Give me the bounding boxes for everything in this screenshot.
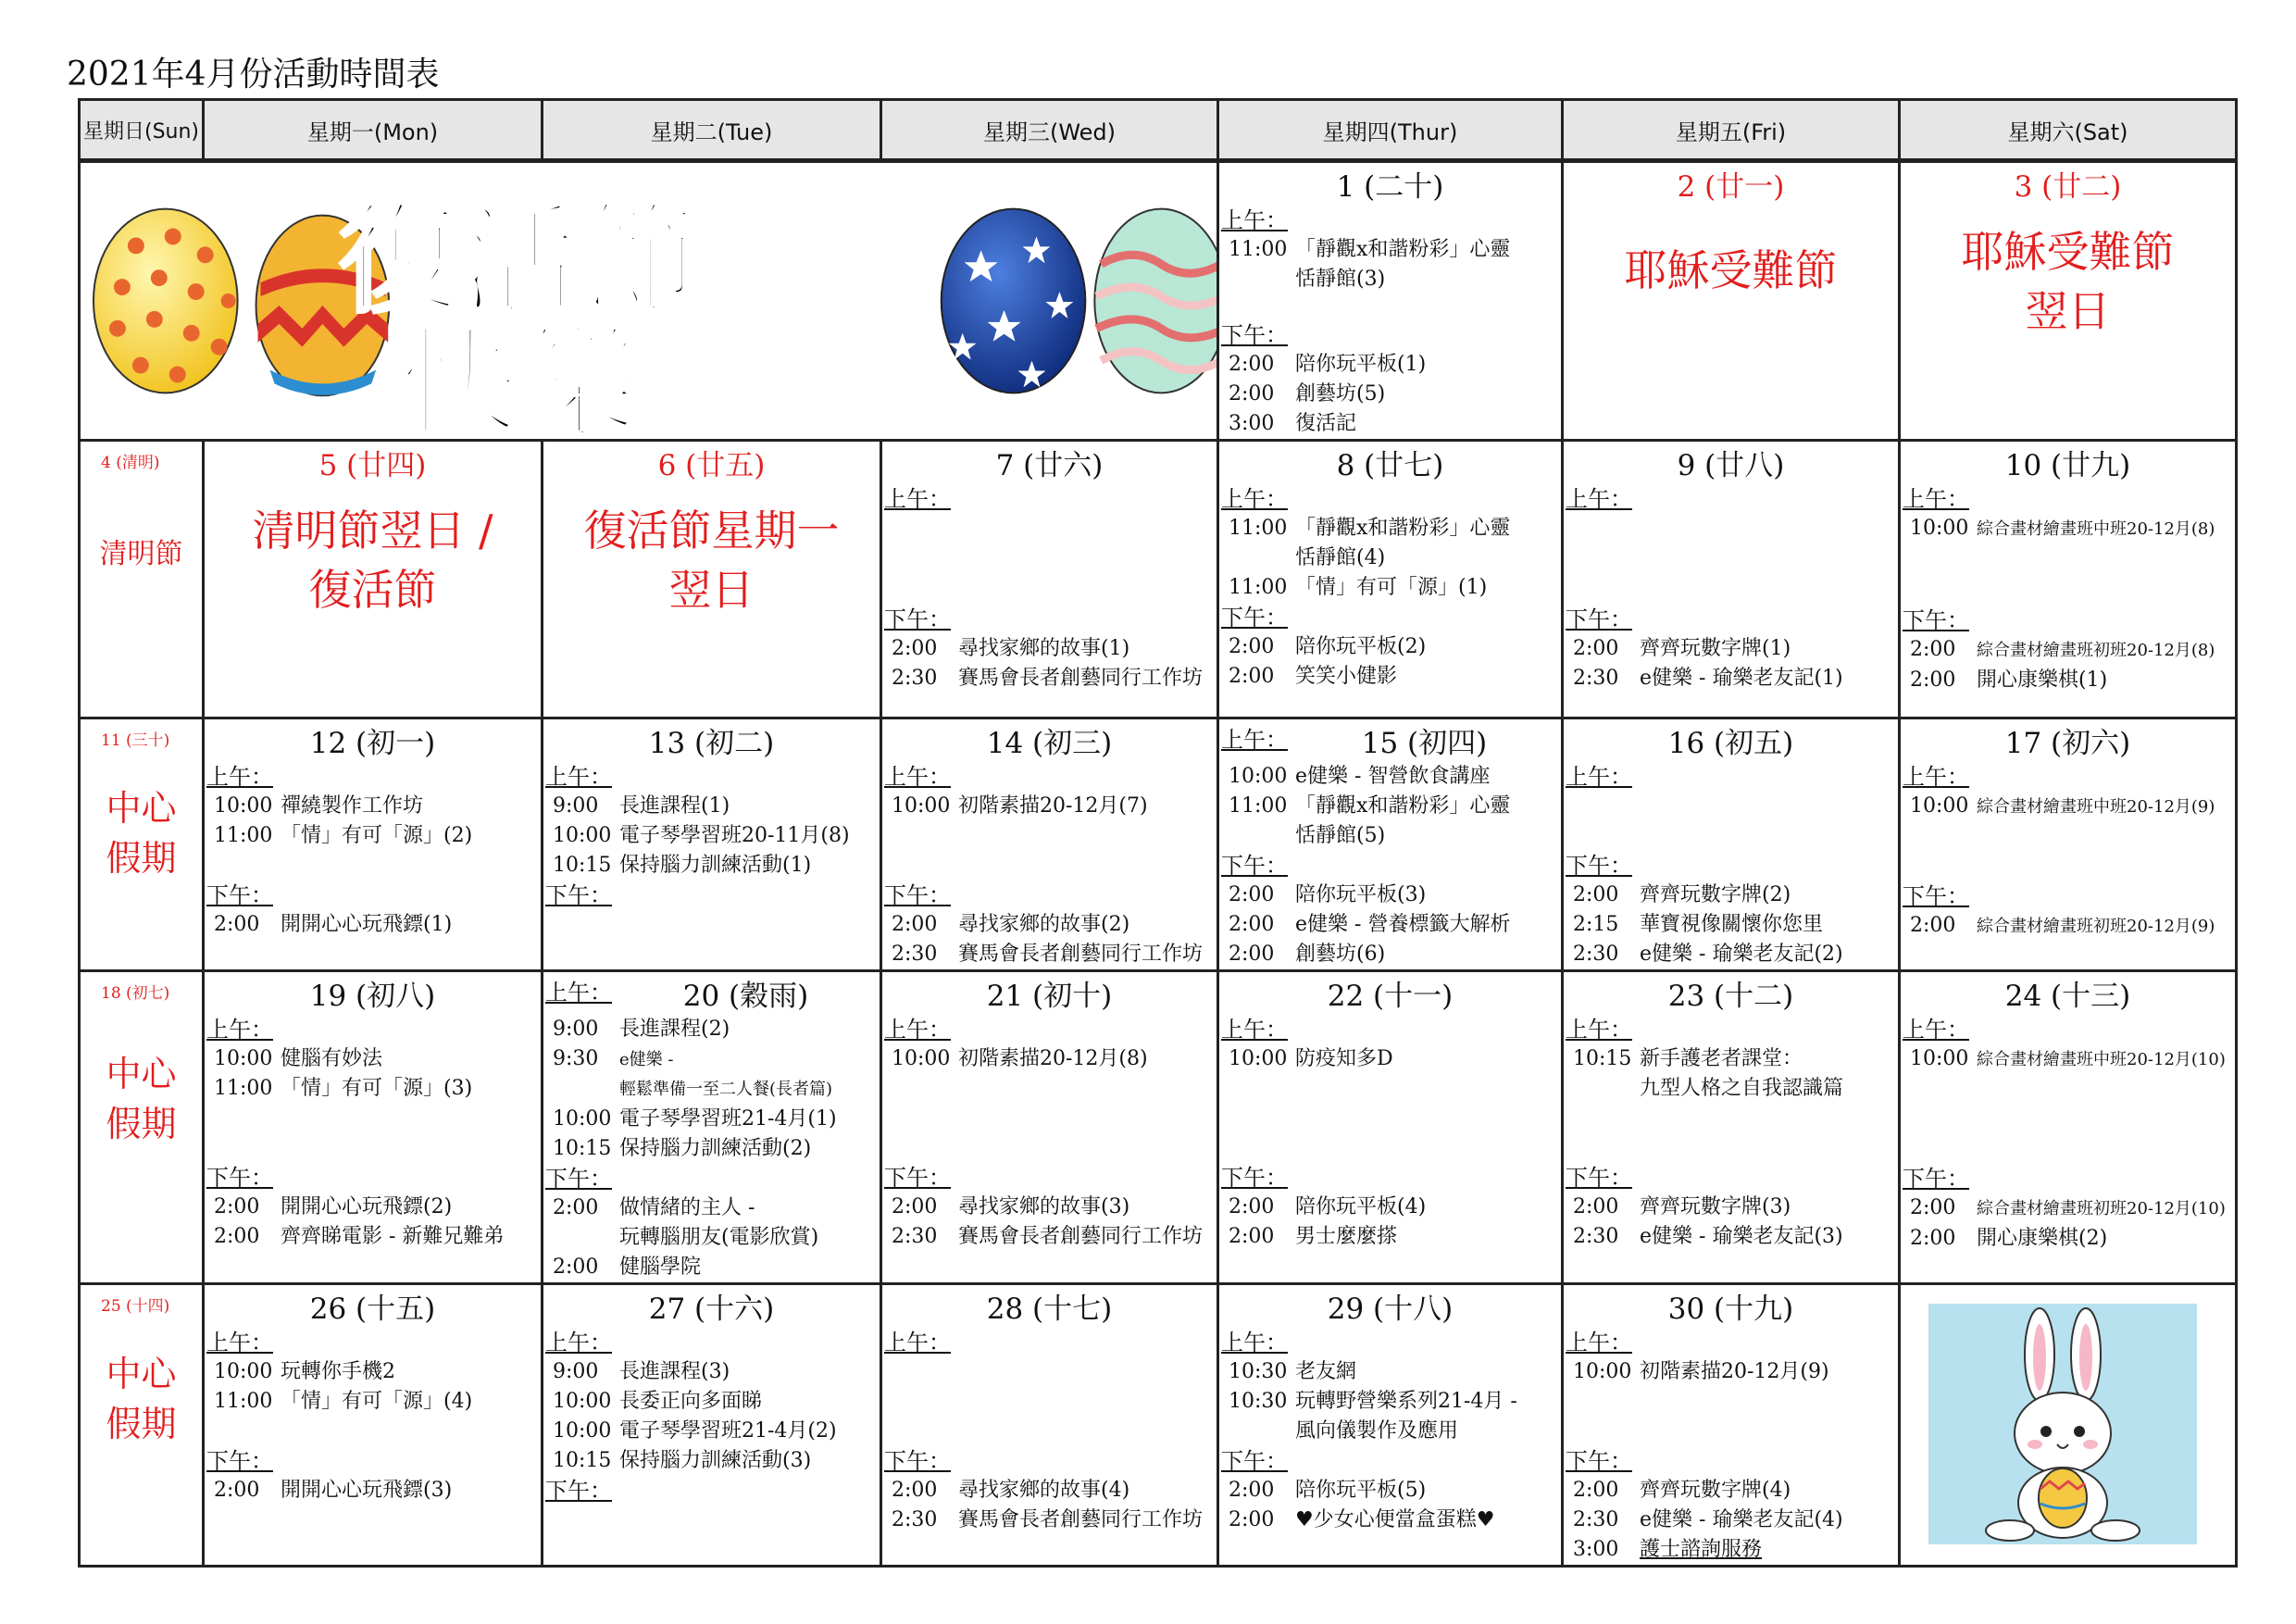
am-label: 上午： <box>1221 1017 1288 1043</box>
pm-label: 下午： <box>545 1166 612 1192</box>
pm-label: 下午： <box>1221 322 1288 348</box>
star-egg-icon <box>942 209 1086 394</box>
holiday-label: 假期 <box>106 1104 177 1144</box>
event-item: 2:00 齊齊玩數字牌(2) <box>1573 883 1791 906</box>
day-cell-apr-12 <box>204 718 543 971</box>
pm-label: 下午： <box>1221 853 1288 879</box>
event-item: 2:30 賽馬會長者創藝同行工作坊 <box>892 943 1204 966</box>
event-item: 2:00 陪你玩平板(5) <box>1229 1479 1427 1502</box>
date-label: 30 (十九) <box>1667 1293 1794 1326</box>
event-item: 2:00 齊齊玩數字牌(4) <box>1573 1479 1791 1502</box>
event-item: 3:00 護士諮詢服務 <box>1573 1538 1763 1561</box>
am-label: 上午： <box>1566 486 1632 512</box>
event-item: 9:00 長進課程(1) <box>553 794 730 818</box>
day-cell-apr-20 <box>543 971 881 1284</box>
event-item-continued: 恬靜館(5) <box>1295 824 1386 847</box>
header-fri: 星期五(Fri) <box>1563 100 1900 161</box>
date-label: 14 (初三) <box>986 727 1113 760</box>
header-sun: 星期日(Sun) <box>80 100 204 161</box>
event-item: 2:00 ♥少女心便當盒蛋糕♥ <box>1229 1508 1495 1531</box>
easter-banner-cell <box>80 161 1218 441</box>
date-label: 8 (廿七) <box>1336 449 1444 482</box>
am-label: 上午： <box>1221 207 1288 233</box>
event-item: 2:00 開開心心玩飛鏢(2) <box>214 1195 453 1218</box>
event-item: 11:00 「情」有可「源」(3) <box>214 1077 473 1100</box>
day-cell-apr-15 <box>1218 718 1563 971</box>
holiday-label: 假期 <box>106 1404 177 1444</box>
event-item: 2:00 綜合畫材繪畫班初班20-12月(10) <box>1910 1196 2226 1219</box>
event-item: 10:00 初階素描20-12月(8) <box>892 1047 1148 1070</box>
event-item: 2:00 笑笑小健影 <box>1229 665 1398 688</box>
pm-label: 下午： <box>206 1165 273 1191</box>
am-label: 上午： <box>1566 764 1632 790</box>
event-item: 11:00 「靜觀x和諧粉彩」心靈 <box>1229 238 1511 261</box>
date-label: 7 (廿六) <box>995 449 1104 482</box>
date-label: 6 (廿五) <box>657 449 766 482</box>
week-row-4 <box>80 971 2237 1284</box>
event-item: 10:00 禪繞製作工作坊 <box>214 794 424 818</box>
event-item: 10:00 健腦有妙法 <box>214 1047 383 1070</box>
date-label: 22 (十一) <box>1327 980 1454 1013</box>
pm-label: 下午： <box>884 882 951 908</box>
event-item: 2:00 陪你玩平板(3) <box>1229 883 1427 906</box>
am-label: 上午： <box>545 1330 612 1355</box>
event-item: 2:00 尋找家鄉的故事(2) <box>892 913 1130 936</box>
date-label: 25 (十四) <box>101 1297 170 1316</box>
event-item: 9:00 長進課程(3) <box>553 1360 730 1383</box>
holiday-label: 中心 <box>106 788 177 829</box>
event-item: 2:00 創藝坊(5) <box>1229 382 1386 406</box>
page-title: 2021年4月份活動時間表 <box>67 56 440 94</box>
am-label: 上午： <box>206 1017 273 1043</box>
event-item: 2:00 陪你玩平板(4) <box>1229 1195 1427 1218</box>
week-row-2 <box>80 441 2237 718</box>
event-item-continued: 玩轉腦朋友(電影欣賞) <box>619 1226 819 1249</box>
pm-label: 下午： <box>1566 1448 1632 1474</box>
date-label: 29 (十八) <box>1327 1293 1454 1326</box>
day-cell-apr-11 <box>80 718 204 971</box>
bunny-illustration-background <box>1928 1304 2197 1544</box>
pm-label: 下午： <box>1566 1165 1632 1191</box>
event-item: 11:00 「情」有可「源」(4) <box>214 1390 473 1413</box>
banner-line2: 快樂 <box>399 314 640 439</box>
header-tue: 星期二(Tue) <box>543 100 881 161</box>
day-cell-apr-21 <box>881 971 1218 1284</box>
header-wed: 星期三(Wed) <box>881 100 1218 161</box>
holiday-label: 復活節星期一 <box>583 506 840 556</box>
header-row <box>80 100 2237 161</box>
pm-label: 下午： <box>884 1165 951 1191</box>
date-label: 1 (二十) <box>1336 170 1444 204</box>
header-sat: 星期六(Sat) <box>1900 100 2237 161</box>
holiday-label: 中心 <box>106 1054 177 1094</box>
day-cell-apr-7 <box>881 441 1218 718</box>
event-item: 10:00 電子琴學習班21-4月(2) <box>553 1419 837 1443</box>
pm-label: 下午： <box>1903 883 1969 909</box>
event-item: 10:15 新手護老者課堂： <box>1573 1047 1803 1070</box>
day-cell-apr-8 <box>1218 441 1563 718</box>
event-item: 10:00 防疫知多D <box>1229 1047 1393 1070</box>
event-item-continued: 風向儀製作及應用 <box>1295 1419 1459 1443</box>
event-item: 2:00 健腦學院 <box>553 1255 702 1279</box>
day-cell-apr-2 <box>1563 161 1900 441</box>
event-item: 11:00 「情」有可「源」(2) <box>214 824 473 847</box>
pm-label: 下午： <box>1903 1166 1969 1192</box>
event-item: 2:00 綜合畫材繪畫班初班20-12月(8) <box>1910 638 2215 661</box>
event-item: 2:30 e健樂 - 瑜樂老友記(1) <box>1573 667 1843 690</box>
event-item: 2:00 尋找家鄉的故事(3) <box>892 1195 1130 1218</box>
holiday-label: 翌日 <box>668 565 755 615</box>
am-label: 上午： <box>545 764 612 790</box>
day-cell-apr-27 <box>543 1284 881 1567</box>
event-item: 2:00 開心康樂棋(1) <box>1910 668 2108 692</box>
event-item: 2:30 賽馬會長者創藝同行工作坊 <box>892 667 1204 690</box>
event-item: 2:00 齊齊玩數字牌(1) <box>1573 637 1791 660</box>
banner-line1: 復活節 <box>339 190 700 330</box>
event-item: 2:15 華寶視像關懷你您里 <box>1573 913 1824 936</box>
date-label: 11 (三十) <box>101 731 170 750</box>
event-item: 10:00 綜合畫材繪畫班中班20-12月(10) <box>1910 1047 2226 1070</box>
holiday-label: 耶穌受難節 <box>1624 245 1838 295</box>
day-cell-apr-22 <box>1218 971 1563 1284</box>
event-item: 10:00 綜合畫材繪畫班中班20-12月(9) <box>1910 794 2215 818</box>
event-item: 10:00 初階素描20-12月(7) <box>892 794 1148 818</box>
date-label: 17 (初六) <box>2004 727 2131 760</box>
week-row-5 <box>80 1284 2237 1567</box>
am-label: 上午： <box>206 764 273 790</box>
event-item: 3:00 復活記 <box>1229 412 1357 435</box>
pm-label: 下午： <box>1221 1448 1288 1474</box>
holiday-label: 假期 <box>106 838 177 879</box>
event-item: 2:30 賽馬會長者創藝同行工作坊 <box>892 1225 1204 1248</box>
holiday-label: 中心 <box>106 1354 177 1394</box>
day-cell-apr-23 <box>1563 971 1900 1284</box>
pm-label: 下午： <box>1903 607 1969 633</box>
date-label: 23 (十二) <box>1667 980 1794 1013</box>
date-label: 21 (初十) <box>986 980 1113 1013</box>
pm-label: 下午： <box>545 1478 612 1504</box>
pm-label: 下午： <box>1221 1165 1288 1191</box>
day-cell-apr-29 <box>1218 1284 1563 1567</box>
pm-label: 下午： <box>884 1448 951 1474</box>
date-label: 13 (初二) <box>648 727 775 760</box>
date-label: 19 (初八) <box>309 980 436 1013</box>
date-label: 4 (清明) <box>101 454 160 472</box>
event-item: 10:00 初階素描20-12月(9) <box>1573 1360 1829 1383</box>
am-label: 上午： <box>1903 1017 1969 1043</box>
day-cell-apr-19 <box>204 971 543 1284</box>
day-cell-apr-4 <box>80 441 204 718</box>
event-item: 10:00 電子琴學習班20-11月(8) <box>553 824 850 847</box>
event-item: 2:00 陪你玩平板(2) <box>1229 635 1427 658</box>
event-item: 2:00 尋找家鄉的故事(1) <box>892 637 1130 660</box>
day-cell-apr-1 <box>1218 161 1563 441</box>
event-item: 2:00 e健樂 - 營養標籤大解析 <box>1229 913 1511 936</box>
event-item: 10:00 長委正向多面睇 <box>553 1390 763 1413</box>
date-label: 27 (十六) <box>648 1293 775 1326</box>
event-item: 2:30 e健樂 - 瑜樂老友記(2) <box>1573 943 1843 966</box>
holiday-label: 耶穌受難節 <box>1961 227 2175 277</box>
day-cell-apr-5 <box>204 441 543 718</box>
day-cell-apr-26 <box>204 1284 543 1567</box>
header-mon: 星期一(Mon) <box>204 100 543 161</box>
date-label: 3 (廿二) <box>2014 170 2122 204</box>
event-item-continued: 恬靜館(4) <box>1295 546 1386 569</box>
event-item: 11:00 「靜觀x和諧粉彩」心靈 <box>1229 517 1511 540</box>
am-label: 上午： <box>884 1017 951 1043</box>
am-label: 上午： <box>1903 486 1969 512</box>
day-cell-apr-3 <box>1900 161 2237 441</box>
day-cell-apr-13 <box>543 718 881 971</box>
day-cell-apr-24 <box>1900 971 2237 1284</box>
event-item: 9:00 長進課程(2) <box>553 1018 730 1041</box>
date-label: 上午： 15 (初四) <box>1221 727 1488 760</box>
event-item: 2:00 綜合畫材繪畫班初班20-12月(9) <box>1910 914 2215 937</box>
date-label: 26 (十五) <box>309 1293 436 1326</box>
event-item: 2:00 齊齊睇電影 - 新難兄難弟 <box>214 1225 505 1248</box>
event-item: 11:00 「情」有可「源」(1) <box>1229 576 1488 599</box>
am-label: 上午： <box>1221 1330 1288 1355</box>
event-item: 10:15 保持腦力訓練活動(1) <box>553 854 812 877</box>
date-label: 5 (廿四) <box>318 449 427 482</box>
holiday-label: 翌日 <box>2025 286 2111 336</box>
date-label: 28 (十七) <box>986 1293 1113 1326</box>
pm-label: 下午： <box>1566 606 1632 632</box>
am-label: 上午： <box>1221 486 1288 512</box>
header-thu: 星期四(Thur) <box>1218 100 1563 161</box>
event-item: 2:00 開開心心玩飛鏢(3) <box>214 1479 453 1502</box>
am-label: 上午： <box>884 1330 951 1355</box>
holiday-label: 復活節 <box>308 565 437 615</box>
am-label: 上午： <box>1566 1330 1632 1355</box>
date-label: 上午： 20 (穀雨) <box>545 980 809 1013</box>
date-label: 24 (十三) <box>2004 980 2131 1013</box>
bunny-cell <box>1900 1284 2237 1567</box>
pm-label: 下午： <box>1221 605 1288 631</box>
event-item: 10:00 綜合畫材繪畫班中班20-12月(8) <box>1910 517 2215 540</box>
date-label: 16 (初五) <box>1667 727 1794 760</box>
event-item: 10:15 保持腦力訓練活動(3) <box>553 1449 812 1472</box>
day-cell-apr-14 <box>881 718 1218 971</box>
event-item: 10:30 玩轉野營樂系列21-4月 - <box>1229 1390 1517 1413</box>
pm-label: 下午： <box>206 882 273 908</box>
day-cell-apr-18 <box>80 971 204 1284</box>
event-item: 2:00 做情緒的主人 - <box>553 1196 755 1219</box>
easter-bunny-icon <box>1928 1304 2197 1544</box>
pm-label: 下午： <box>884 606 951 632</box>
day-cell-apr-25 <box>80 1284 204 1567</box>
event-item: 2:00 男士麼麼搽 <box>1229 1225 1398 1248</box>
date-label: 9 (廿八) <box>1677 449 1785 482</box>
event-item: 2:30 賽馬會長者創藝同行工作坊 <box>892 1508 1204 1531</box>
week-row-3 <box>80 718 2237 971</box>
event-item: 10:30 老友網 <box>1229 1360 1357 1383</box>
event-item: 2:00 開心康樂棋(2) <box>1910 1227 2108 1250</box>
event-item: 10:00 玩轉你手機2 <box>214 1360 395 1383</box>
event-item-continued: 九型人格之自我認識篇 <box>1640 1077 1844 1100</box>
am-label: 上午： <box>884 764 951 790</box>
easter-banner-graphic <box>81 163 1217 439</box>
date-label: 10 (廿九) <box>2004 449 2131 482</box>
am-label: 上午： <box>206 1330 273 1355</box>
pm-label: 下午： <box>206 1448 273 1474</box>
day-cell-apr-6 <box>543 441 881 718</box>
day-cell-apr-30 <box>1563 1284 1900 1567</box>
week-row-1 <box>80 161 2237 441</box>
event-item: 2:00 開開心心玩飛鏢(1) <box>214 913 453 936</box>
day-cell-apr-28 <box>881 1284 1218 1567</box>
am-label: 上午： <box>1903 764 1969 790</box>
event-item: 10:15 保持腦力訓練活動(2) <box>553 1137 812 1160</box>
event-item-continued: 恬靜館(3) <box>1295 268 1386 291</box>
day-cell-apr-10 <box>1900 441 2237 718</box>
day-cell-apr-16 <box>1563 718 1900 971</box>
event-item: 10:00 e健樂 - 智營飲食講座 <box>1229 765 1491 788</box>
day-cell-apr-9 <box>1563 441 1900 718</box>
event-item: 2:30 e健樂 - 瑜樂老友記(3) <box>1573 1225 1843 1248</box>
date-label: 2 (廿一) <box>1677 170 1785 204</box>
event-item: 2:00 尋找家鄉的故事(4) <box>892 1479 1130 1502</box>
date-label: 12 (初一) <box>309 727 436 760</box>
pm-label: 下午： <box>1566 853 1632 879</box>
event-item: 2:30 e健樂 - 瑜樂老友記(4) <box>1573 1508 1843 1531</box>
holiday-label: 清明節 <box>99 538 183 570</box>
pm-label: 下午： <box>545 882 612 908</box>
day-cell-apr-17 <box>1900 718 2237 971</box>
holiday-label: 清明節翌日 / <box>252 506 493 556</box>
event-item: 2:00 齊齊玩數字牌(3) <box>1573 1195 1791 1218</box>
am-label: 上午： <box>884 486 951 512</box>
event-item-continued: 輕鬆準備一至二人餐(長者篇) <box>619 1080 833 1099</box>
am-label: 上午： <box>1566 1017 1632 1043</box>
event-item: 9:30 e健樂 - <box>553 1047 674 1070</box>
event-item: 2:00 陪你玩平板(1) <box>1229 353 1427 376</box>
date-label: 18 (初七) <box>101 984 170 1003</box>
calendar-table <box>78 98 2238 1568</box>
event-item: 10:00 電子琴學習班21-4月(1) <box>553 1107 837 1131</box>
event-item: 2:00 創藝坊(6) <box>1229 943 1386 966</box>
event-item: 11:00 「靜觀x和諧粉彩」心靈 <box>1229 794 1511 818</box>
